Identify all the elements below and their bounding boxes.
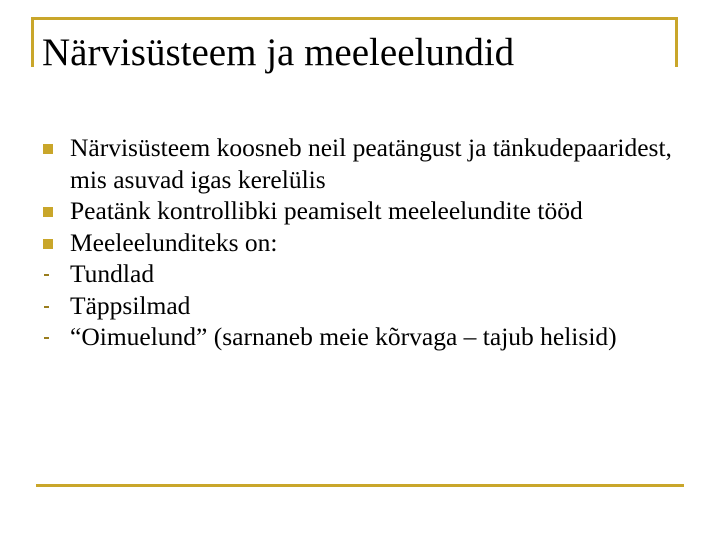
bullet-list bbox=[40, 132, 700, 353]
dash-bullet-icon bbox=[44, 306, 49, 308]
bullet-item bbox=[40, 132, 700, 195]
slide-title: Närvisüsteem ja meeleelundid bbox=[42, 28, 516, 78]
bullet-text: Tundlad bbox=[70, 259, 155, 288]
sub-bullet-item bbox=[40, 258, 700, 290]
title-frame-top-border bbox=[31, 17, 678, 20]
dash-bullet-icon bbox=[44, 274, 49, 276]
bullet-text: Meeleelunditeks on: bbox=[70, 227, 278, 257]
bullet-text: “Oimuelund” (sarnaneb meie kõrvaga – tajub helisid) bbox=[70, 322, 617, 351]
bullet-text: Peatänk kontrollibki peamiselt meeleelundite tööd bbox=[70, 196, 583, 225]
title-frame-left-border bbox=[31, 17, 34, 67]
bullet-text: Närvisüsteem koosneb neil peatängust ja tänkudepaaridest, mis asuvad igas kerelülis bbox=[70, 133, 672, 194]
square-bullet-icon bbox=[43, 239, 53, 249]
dash-bullet-icon bbox=[44, 337, 49, 339]
bullet-item bbox=[40, 195, 700, 227]
sub-bullet-item bbox=[40, 321, 700, 353]
square-bullet-icon bbox=[43, 144, 53, 154]
bottom-rule bbox=[36, 484, 684, 487]
bullet-text: Täppsilmad bbox=[70, 290, 191, 320]
bullet-item bbox=[40, 227, 700, 259]
sub-bullet-item bbox=[40, 290, 700, 322]
square-bullet-icon bbox=[43, 207, 53, 217]
title-frame-right-border bbox=[675, 17, 678, 67]
